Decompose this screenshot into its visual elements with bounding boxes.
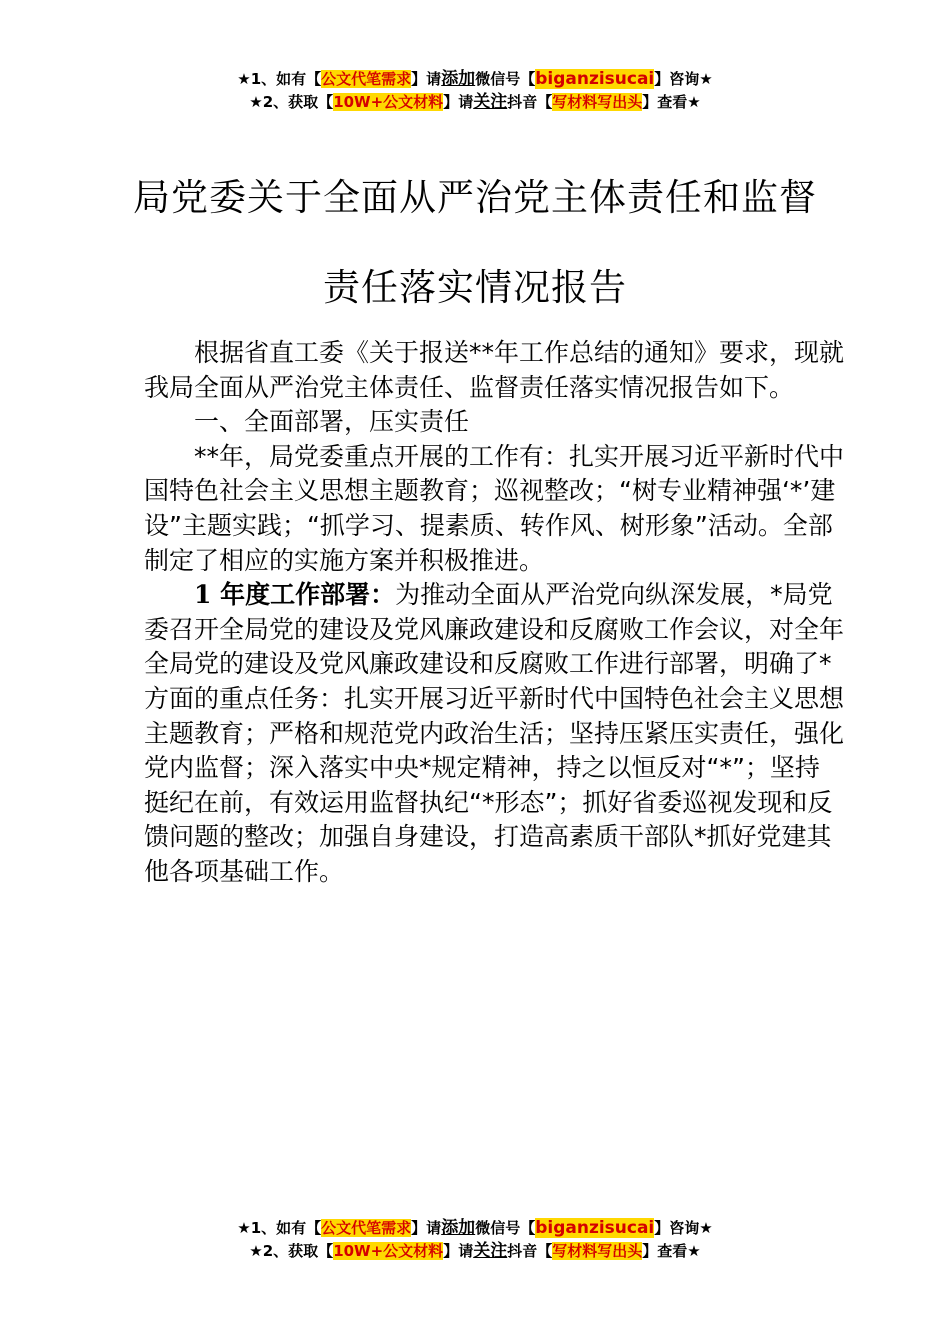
banner-text: 】查看★ <box>642 93 701 111</box>
banner-line-1 <box>0 1217 950 1240</box>
banner-douyin-id: 写材料写出头 <box>552 1242 643 1260</box>
banner-underlined: 添加 <box>441 69 476 89</box>
banner-highlight: 10W+公文材料 <box>333 93 444 111</box>
banner-line-2 <box>0 91 950 114</box>
banner-line-1 <box>0 68 950 91</box>
banner-highlight: 公文代笔需求 <box>321 1219 412 1237</box>
banner-text: ★2、获取【 <box>249 1242 334 1260</box>
title-line-1: 局党委关于全面从严治党主体责任和监督 <box>133 176 817 219</box>
banner-highlight: 公文代笔需求 <box>321 70 412 88</box>
banner-wechat-id: biganzisucai <box>535 69 655 89</box>
banner-text: 】请 <box>411 70 442 88</box>
banner-line-2 <box>0 1240 950 1263</box>
banner-text: ★1、如有【 <box>237 1219 322 1237</box>
banner-text: 抖音【 <box>507 93 553 111</box>
banner-underlined: 添加 <box>441 1218 476 1238</box>
banner-text: 】请 <box>443 1242 474 1260</box>
banner-text: 】咨询★ <box>654 1219 713 1237</box>
document-title <box>100 170 850 350</box>
banner-underlined: 关注 <box>473 1241 508 1261</box>
banner-text: 】请 <box>443 93 474 111</box>
banner-text: 】查看★ <box>642 1242 701 1260</box>
banner-underlined: 关注 <box>473 92 508 112</box>
banner-text: ★1、如有【 <box>237 70 322 88</box>
paragraph-lead: 1 年度工作部署： <box>194 580 396 610</box>
banner-highlight: 10W+公文材料 <box>333 1242 444 1260</box>
paragraph-text: 为推动全面从严治党向纵深发展，*局党委召开全局党的建设及党风廉政建设和反腐败工作会议，对全年全局党的建设及党风廉政建设和反腐败工作进行部署，明确了*方面的重点任务：扎实开展习近平新时代中国特色社会主义思想主题教育；严格和规范党内政治生活；坚持压紧压实责任，强化党内监督；深入落实中央*规定精神，持之以恒反对“*”；坚持挺纪在前，有效运用监督执纪“*形态”；抓好省委巡视发现和反馈问题的整改；加强自身建设，打造高素质干部队*抓好党建其他各项基础工作。 <box>144 580 845 886</box>
title-line-2: 责任落实情况报告 <box>323 266 627 309</box>
banner-text: 微信号【 <box>475 1219 536 1237</box>
section-heading-1: 一、全面部署，压实责任 <box>194 407 470 437</box>
paragraph-deployment <box>144 578 844 889</box>
bottom-banner <box>0 1217 950 1263</box>
banner-wechat-id: biganzisucai <box>535 1218 655 1238</box>
paragraph-intro: 根据省直工委《关于报送**年工作总结的通知》要求，现就我局全面从严治党主体责任、监督责任落实情况报告如下。 <box>144 338 845 402</box>
banner-text: 】请 <box>411 1219 442 1237</box>
banner-text: 微信号【 <box>475 70 536 88</box>
banner-text: ★2、获取【 <box>249 93 334 111</box>
banner-text: 抖音【 <box>507 1242 553 1260</box>
document-body <box>144 336 844 890</box>
top-banner <box>0 68 950 114</box>
paragraph-overview: **年，局党委重点开展的工作有：扎实开展习近平新时代中国特色社会主义思想主题教育；巡视整改；“树专业精神强‘*’建设”主题实践；“抓学习、提素质、转作风、树形象”活动。全部制定了相应的实施方案并积极推进。 <box>144 441 845 575</box>
banner-douyin-id: 写材料写出头 <box>552 93 643 111</box>
banner-text: 】咨询★ <box>654 70 713 88</box>
